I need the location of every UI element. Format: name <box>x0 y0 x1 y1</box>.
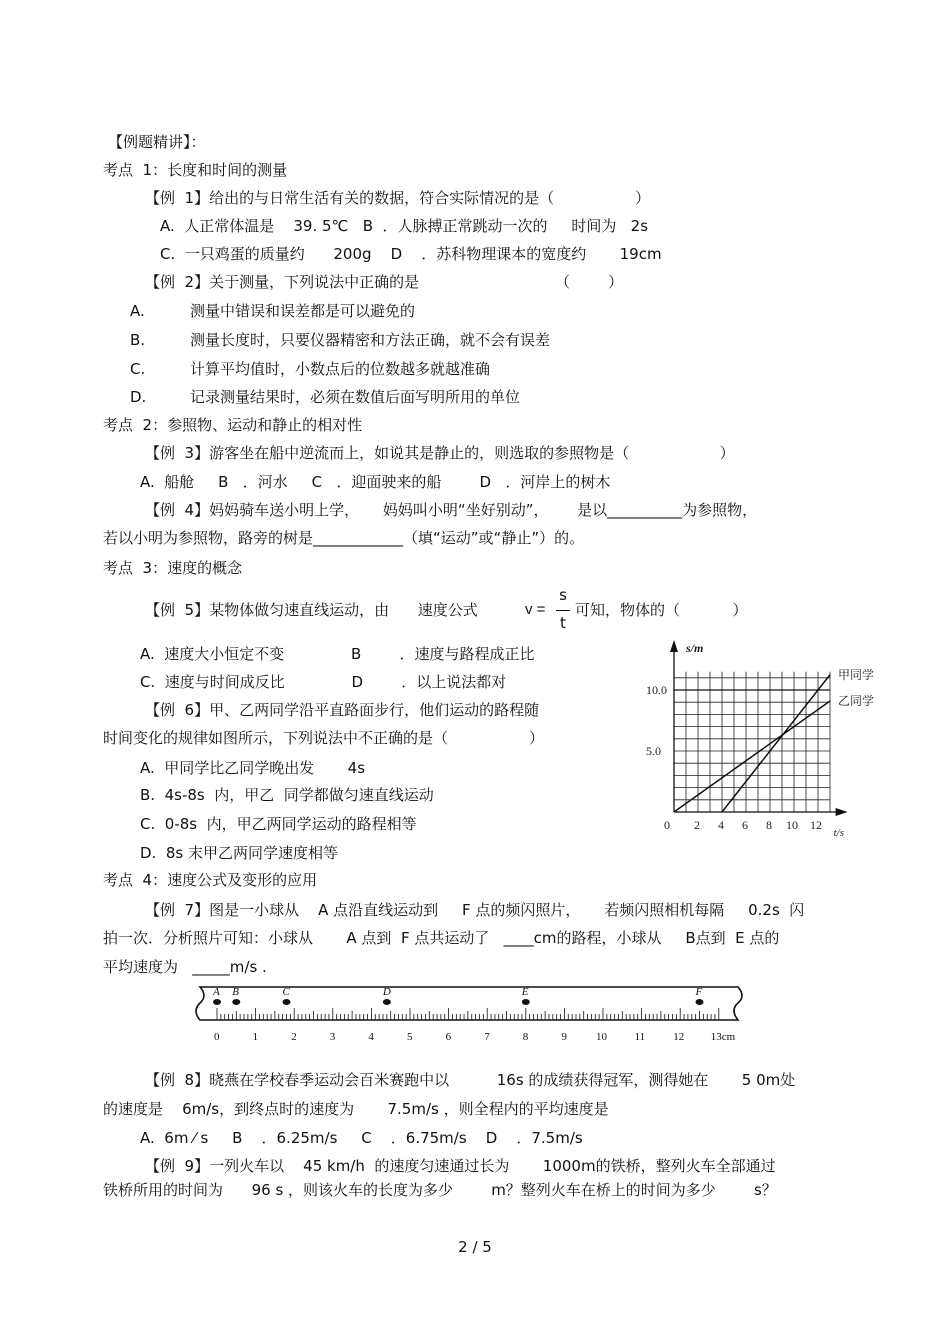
x-axis-arrow <box>836 808 848 816</box>
example-2-answer-paren: （ ） <box>555 273 624 291</box>
ruler-number: 6 <box>445 1031 452 1043</box>
chart-grid <box>674 672 830 812</box>
ruler-number: 4 <box>368 1031 374 1043</box>
x-tick-label: 0 <box>664 818 670 832</box>
example-8-options: A. 6m ⁄ s B ．6.25m/s C ．6.75m/s D ．7.5m/s <box>140 1129 583 1147</box>
example-2-option-text: 测量长度时，只要仪器精密和方法正确，就不会有误差 <box>190 331 551 349</box>
example-5-question-start: 【例 5】某物体做匀速直线运动，由 速度公式 <box>145 601 478 619</box>
y-tick-label: 10.0 <box>646 683 667 697</box>
example-9-line-1: 【例 9】一列火车以 45 km/h 的速度匀速通过长为 1000m的铁桥，整列火车全部通过 <box>145 1157 776 1175</box>
example-5-options-ab: A. 速度大小恒定不变 B ．速度与路程成正比 <box>140 645 535 663</box>
formula-denominator: t <box>560 614 566 632</box>
chart-labels <box>646 641 874 839</box>
ruler-number: 8 <box>522 1031 529 1043</box>
point-label: B <box>232 986 240 998</box>
ruler-number: 1 <box>252 1031 259 1043</box>
example-2-option-text: 记录测量结果时，必须在数值后面写明所用的单位 <box>190 388 521 406</box>
example-9-line-2: 铁桥所用的时间为 96 s ，则该火车的长度为多少 m？整列火车在桥上的时间为多少 s？ <box>103 1181 777 1199</box>
example-4-line-2: 若以小明为参照物，路旁的树是____________（填“运动”或“静止”）的。 <box>103 529 585 547</box>
page-number: 2 / 5 <box>458 1238 492 1256</box>
topic-4: 考点 4：速度公式及变形的应用 <box>103 871 318 889</box>
ruler-body <box>196 987 742 1020</box>
example-2-option-letter: C. <box>130 360 146 378</box>
ruler-number: 7 <box>484 1031 490 1043</box>
example-3-question: 【例 3】游客坐在船中逆流而上，如说其是静止的，则选取的参照物是（ ） <box>145 444 735 462</box>
x-axis-label: t/s <box>833 827 845 839</box>
ruler-number: 10 <box>596 1031 607 1043</box>
x-tick-label: 4 <box>718 818 724 832</box>
formula-numerator: s <box>559 586 567 604</box>
point-label: E <box>521 986 529 998</box>
example-2-question: 【例 2】关于测量，下列说法中正确的是 <box>145 273 420 291</box>
topic-1: 考点 1：长度和时间的测量 <box>103 161 288 179</box>
topic-3: 考点 3：速度的概念 <box>103 559 243 577</box>
example-2-option-letter: A. <box>130 302 145 320</box>
point-label: A <box>213 986 220 998</box>
ruler-number: 5 <box>407 1031 413 1043</box>
ruler-number: 0 <box>214 1031 220 1043</box>
example-2-option-letter: B. <box>130 331 146 349</box>
example-6-line-2: 时间变化的规律如图所示，下列说法中不正确的是（ ） <box>103 729 545 747</box>
example-1-options-cd: C. 一只鸡蛋的质量约 200g D ．苏科物理课本的宽度约 19cm <box>160 245 662 263</box>
strobe-ball <box>383 999 391 1005</box>
example-6-option-c: C. 0-8s 内，甲乙两同学运动的路程相等 <box>140 815 417 833</box>
point-label: D <box>382 986 391 998</box>
example-1-question: 【例 1】给出的与日常生活有关的数据，符合实际情况的是（ ） <box>145 189 651 207</box>
ruler-numbers <box>214 1031 736 1043</box>
fraction-bar <box>556 610 570 611</box>
example-2-option-letter: D. <box>130 388 147 406</box>
example-4-line-1: 【例 4】妈妈骑车送小明上学， 妈妈叫小明“坐好别动”， 是以__________为参照物， <box>145 501 758 519</box>
example-7-line-2: 拍一次．分析照片可知：小球从 A 点到 F 点共运动了 ____cm的路程，小球从 B点到 E 点的 <box>103 929 780 947</box>
example-6-option-a: A. 甲同学比乙同学晚出发 4s <box>140 759 366 777</box>
strobe-ball <box>282 999 290 1005</box>
point-label: F <box>695 986 703 998</box>
example-7-line-3: 平均速度为 _____m/s . <box>103 958 267 976</box>
ruler-number: 11 <box>634 1031 646 1043</box>
strobe-ball <box>213 999 221 1005</box>
example-2-option-text: 计算平均值时，小数点后的位数越多就越准确 <box>190 360 491 378</box>
strobe-ball <box>232 999 240 1005</box>
x-tick-label: 10 <box>786 818 798 832</box>
x-tick-label: 8 <box>766 818 772 832</box>
legend-label: 甲同学 <box>838 667 875 682</box>
x-tick-label: 6 <box>742 818 748 832</box>
example-6-option-b: B. 4s-8s 内，甲乙 同学都做匀速直线运动 <box>140 786 434 804</box>
example-5-question-end: 可知，物体的（ ） <box>575 601 748 619</box>
ruler-number: 12 <box>673 1031 685 1043</box>
example-2-option-text: 测量中错误和误差都是可以避免的 <box>190 302 416 320</box>
y-axis-label: s/m <box>686 641 704 655</box>
series-line-jia <box>722 675 830 812</box>
section-title: 【例题精讲】： <box>108 133 206 151</box>
topic-2: 考点 2：参照物、运动和静止的相对性 <box>103 416 363 434</box>
ruler-number: 2 <box>291 1031 297 1043</box>
distance-time-chart <box>640 630 880 845</box>
strobe-ruler-figure <box>180 980 755 1055</box>
point-label: C <box>282 986 290 998</box>
ruler-outline <box>196 987 742 1020</box>
example-7-line-1: 【例 7】图是一小球从 A 点沿直线运动到 F 点的频闪照片， 若频闪照相机每隔 0.2s 闪 <box>145 901 805 919</box>
strobe-ball <box>696 999 704 1005</box>
example-8-line-1: 【例 8】晓燕在学校春季运动会百米赛跑中以 16s 的成绩获得冠军，测得她在 5 0m处 <box>145 1071 796 1089</box>
example-6-line-1: 【例 6】甲、乙两同学沿平直路面步行，他们运动的路程随 <box>145 701 540 719</box>
example-1-options-ab: A. 人正常体温是 39. 5℃ B ．人脉搏正常跳动一次的 时间为 2s <box>160 217 649 235</box>
velocity-symbol: v = <box>525 601 546 618</box>
ruler-number: 9 <box>561 1031 567 1043</box>
example-5-options-cd: C. 速度与时间成反比 D ．以上说法都对 <box>140 673 507 691</box>
example-6-option-d: D. 8s 末甲乙两同学速度相等 <box>140 844 338 862</box>
strobe-ball <box>522 999 530 1005</box>
example-8-line-2: 的速度是 6m/s，到终点时的速度为 7.5m/s ，则全程内的平均速度是 <box>103 1100 609 1118</box>
chart-axes <box>670 640 848 816</box>
series-line-yi <box>674 701 830 812</box>
x-tick-label: 2 <box>694 818 700 832</box>
y-tick-label: 5.0 <box>646 744 661 758</box>
ruler-number: 13cm <box>710 1031 736 1043</box>
legend-label: 乙同学 <box>838 693 875 708</box>
example-3-options: A. 船舱 B ．河水 C ．迎面驶来的船 D ．河岸上的树木 <box>140 473 611 491</box>
chart-series <box>674 675 830 812</box>
x-tick-label: 12 <box>810 818 822 832</box>
y-axis-arrow <box>670 640 678 652</box>
ruler-number: 3 <box>329 1031 336 1043</box>
